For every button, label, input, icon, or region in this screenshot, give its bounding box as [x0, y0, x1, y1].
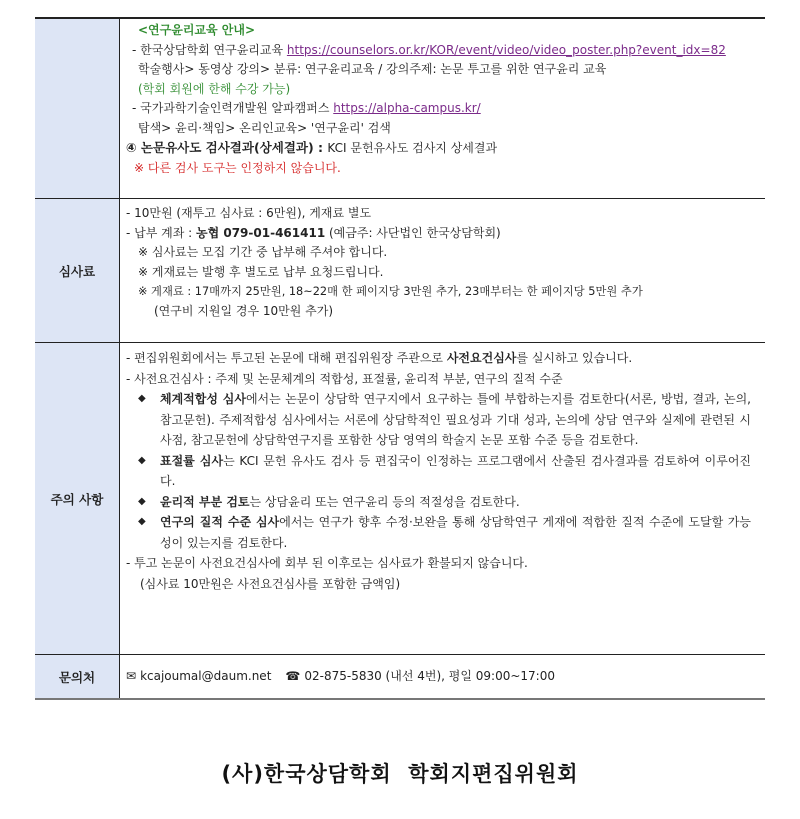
caution-line3: - 투고 논문이 사전요건심사에 회부 된 이후로는 심사료가 환불되지 않습니다.	[126, 556, 528, 570]
warning-note: ※ 다른 검사 도구는 인정하지 않습니다.	[134, 160, 341, 175]
bullet-bold: 윤리적 부분 검토	[160, 494, 250, 509]
bullet-item	[126, 492, 765, 513]
fee-note1: ※ 심사료는 모집 기간 중 납부해 주셔야 합니다.	[138, 245, 388, 259]
contact-phone: 02-875-5830 (내선 4번), 평일 09:00~17:00	[304, 668, 555, 683]
fee-label: 심사료	[35, 199, 120, 342]
fee-note3: ※ 게재료 : 17매까지 25만원, 18~22매 한 페이지당 3만원 추가, 23매부터는 한 페이지당 5만원 추가	[138, 285, 643, 298]
bullet-item	[126, 389, 765, 451]
diamond-bullet-icon: ◆	[138, 516, 146, 527]
row-label-empty	[35, 19, 120, 198]
bullet-bold: 표절률 심사	[160, 453, 224, 468]
similarity-check-text: KCI 문헌유사도 검사지 상세결과	[327, 141, 498, 155]
caution-label: 주의 사항	[35, 343, 120, 654]
diamond-bullet-icon: ◆	[138, 495, 146, 507]
fee-note3-cont: (연구비 지원일 경우 10만원 추가)	[154, 303, 333, 318]
account-number: 농협 079-01-461411	[196, 225, 326, 240]
account-label: - 납부 계좌 :	[126, 225, 196, 240]
bullet-body: 는 KCI 문헌 유사도 검사 등 편집국이 인정하는 프로그램에서 산출된 검사결과를 검토하여 이루어진다.	[160, 453, 752, 488]
account-holder: (예금주: 사단법인 한국상담학회)	[325, 225, 501, 240]
ethics-title: <연구윤리교육 안내>	[138, 23, 256, 37]
ethics-content	[120, 19, 765, 198]
ethics-item1	[126, 41, 765, 61]
bullet-body: 에서는 연구가 향후 수정·보완을 통해 상담학연구 게재에 적합한 질적 수준에 도달할 가능성이 있는지를 검토한다.	[160, 515, 751, 550]
bullet-item	[126, 512, 765, 553]
caution-line2: - 사전요건심사 : 주제 및 논문체계의 적합성, 표절률, 윤리적 부분, 연구의 질적 수준	[126, 371, 563, 386]
ethics-item2-path: 탐색> 윤리·책임> 온리인교육> '연구윤리' 검색	[138, 120, 391, 135]
bullet-text	[160, 451, 765, 492]
ethics-item2-label: - 국가과학기술인력개발원 알파캠퍼스	[132, 101, 334, 115]
alpha-campus-link[interactable]: https://alpha-campus.kr/	[333, 101, 481, 115]
caution-line1-bold: 사전요건심사	[446, 351, 517, 365]
counselors-link[interactable]: https://counselors.or.kr/KOR/event/video/video_poster.php?event_idx=82	[286, 42, 726, 57]
contact-label: 문의처	[35, 655, 120, 698]
fee-line1: - 10만원 (재투고 심사료 : 6만원), 게재료 별도	[126, 206, 372, 220]
contact-email[interactable]: kcajoumal@daum.net	[140, 668, 272, 683]
envelope-icon: ✉	[126, 668, 137, 683]
organization-footer: (사)한국상담학회 학회지편집위원회	[221, 762, 579, 786]
ethics-item1-path: 학술행사> 동영상 강의> 분류: 연구윤리교육 / 강의주제: 논문 투고를 위한 연구윤리 교육	[138, 62, 607, 76]
caution-line1	[126, 348, 765, 369]
bullet-item	[126, 451, 765, 492]
fee-note2: ※ 게재료는 발행 후 별도로 납부 요청드립니다.	[138, 264, 384, 279]
row-contact	[35, 655, 765, 700]
fee-account	[126, 224, 765, 244]
similarity-check	[126, 138, 765, 159]
caution-line4: (심사료 10만원은 사전요건심사를 포함한 금액임)	[140, 576, 401, 591]
bullet-body: 에서는 논문이 상담학 연구지에서 요구하는 틀에 부합하는지를 검토한다(서론, 방법, 결과, 논의, 참고문헌). 주제적합성 심사에서는 서론에 상담학적인 필요성과 기대 성과, 논의에 상담 연구와 실제에 관련된 시사점, 참고문헌에 상담학연구지를 포함한 상담 영역의 학술지 논문 포함 수준 등을 검토한다.	[160, 392, 751, 447]
info-table	[35, 17, 765, 700]
caution-content	[120, 343, 765, 654]
row-caution	[35, 343, 765, 655]
fee-content	[120, 199, 765, 342]
similarity-check-label: ④ 논문유사도 검사결과(상세결과) :	[126, 140, 328, 155]
bullet-bold: 연구의 질적 수준 심사	[160, 515, 280, 529]
ethics-item1-label: - 한국상담학회 연구윤리교육	[132, 42, 287, 57]
bullet-text	[160, 492, 765, 513]
bullet-text	[160, 512, 765, 553]
caution-line1-text: - 편집위원회에서는 투고된 논문에 대해 편집위원장 주관으로	[126, 351, 447, 365]
ethics-item2	[126, 99, 765, 119]
bullet-text	[160, 389, 765, 451]
bullet-bold: 체계적합성 심사	[160, 392, 246, 406]
diamond-bullet-icon: ◆	[138, 454, 146, 466]
row-ethics	[35, 19, 765, 199]
phone-icon: ☎	[285, 668, 301, 683]
row-fee	[35, 199, 765, 343]
contact-content	[120, 655, 765, 698]
diamond-bullet-icon: ◆	[138, 393, 146, 404]
caution-line1-suffix: 를 실시하고 있습니다.	[516, 351, 633, 365]
ethics-item1-note: (학회 회원에 한해 수강 가능)	[138, 81, 291, 96]
bullet-body: 는 상담윤리 또는 연구윤리 등의 적절성을 검토한다.	[249, 494, 520, 509]
